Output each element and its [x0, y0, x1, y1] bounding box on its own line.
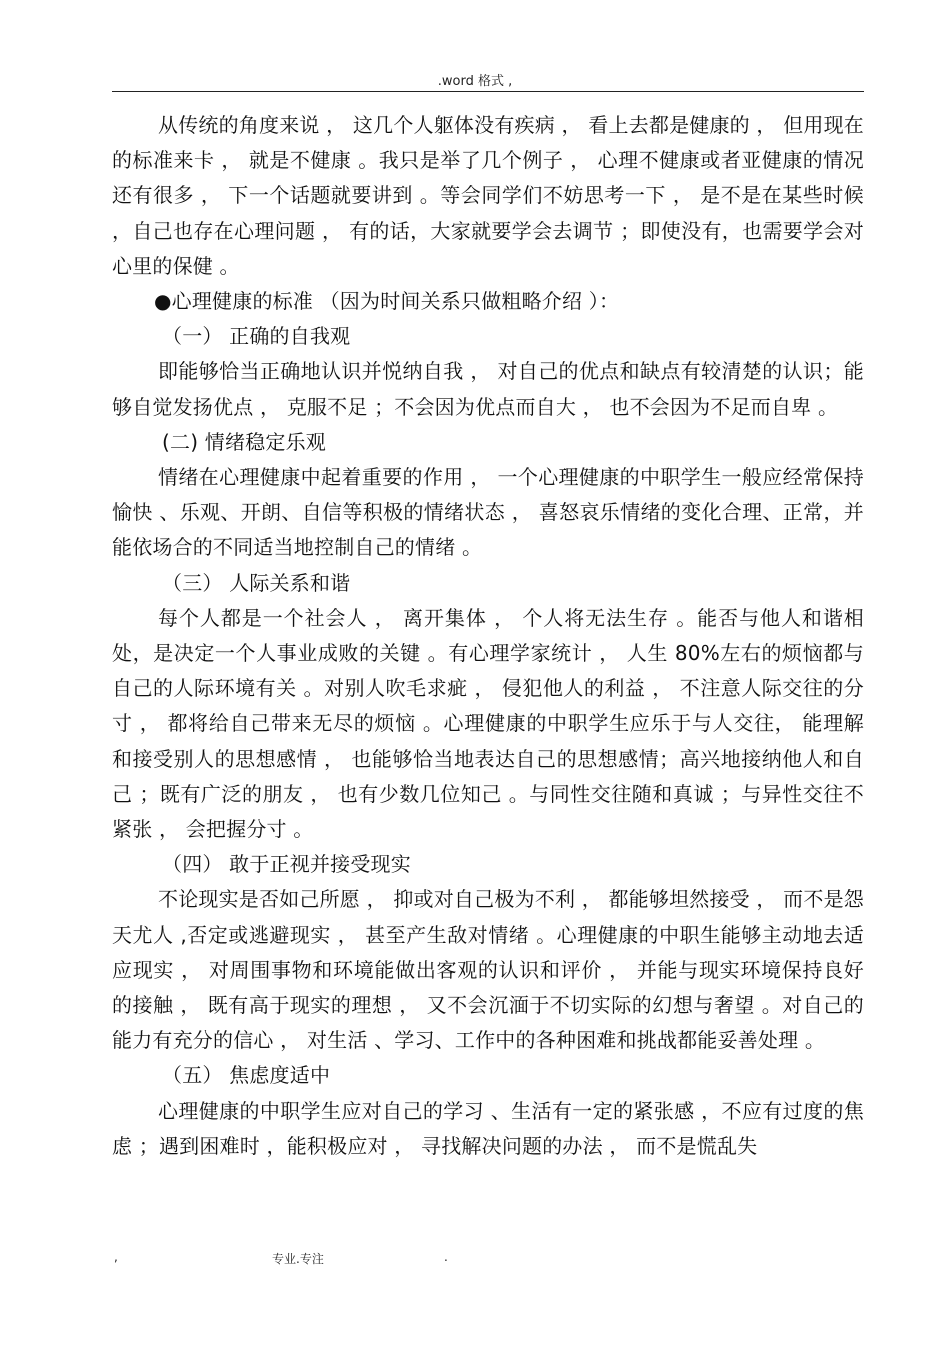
- subheading-emotion: (二) 情绪稳定乐观: [162, 429, 326, 454]
- document-body: [112, 108, 864, 1164]
- subheading-relationships: （三） 人际关系和谐: [162, 570, 351, 595]
- paragraph-self-view: 即能够恰当正确地认识并悦纳自我 ， 对自己的优点和缺点有较清楚的认识；能够自觉发扬优点 ， 克服不足 ；不会因为优点而自大 ， 也不会因为不足而自卑 。: [112, 359, 864, 419]
- page-footer: [0, 1250, 950, 1270]
- paragraph-relationships: 每个人都是一个社会人 ， 离开集体 ， 个人将无法生存 。能否与他人和谐相处，是决定一个人事业成败的关键 。有心理学家统计 ， 人生 80%左右的烦恼都与自己的人际环境有关 。对别人吹毛求疵 ， 侵犯他人的利益 ， 不注意人际交往的分寸 ， 都将给自己带来无尽的烦恼 。心理健康的中职学生应乐于与人交往， 能理解和接受别人的思想感情 ， 也能够恰当地表达自己的思想感情；高兴地接纳他人和自己 ；既有广泛的朋友 ， 也有少数几位知己 。与同性交往随和真诚 ；与异性交往不紧张 ， 会把握分寸 。: [112, 605, 864, 842]
- paragraph-intro: 从传统的角度来说 ， 这几个人躯体没有疾病 ， 看上去都是健康的 ， 但用现在的标准来卡 ， 就是不健康 。我只是举了几个例子 ， 心理不健康或者亚健康的情况还有很多 ， 下一个话题就要讲到 。等会同学们不妨思考一下 ， 是不是在某些时候 ，自己也存在心理问题 ， 有的话，大家就要学会去调节 ；即使没有，也需要学会对心里的保健 。: [112, 113, 864, 278]
- subheading-anxiety: （五） 焦虑度适中: [162, 1063, 331, 1088]
- subheading-reality: （四） 敢于正视并接受现实: [162, 852, 411, 877]
- footer-left-mark: ,: [114, 1250, 118, 1264]
- subheading-self-view: （一） 正确的自我观: [162, 324, 351, 349]
- paragraph-reality: 不论现实是否如己所愿 ， 抑或对自己极为不利 ， 都能够坦然接受 ， 而不是怨天尤人 ,否定或逃避现实 ， 甚至产生敌对情绪 。心理健康的中职生能够主动地去适应现实 ， 对周围事物和环境能做出客观的认识和评价 ， 并能与现实环境保持良好的接触 ， 既有高于现实的理想 ， 又不会沉湎于不切实际的幻想与奢望 。对自己的能力有充分的信心 ， 对生活 、学习、工作中的各种困难和挑战都能妥善处理 。: [112, 887, 864, 1053]
- page-header: .word 格式 ,: [437, 74, 513, 89]
- footer-center-text: 专业.专注: [272, 1252, 324, 1266]
- footer-right-mark: .: [444, 1250, 448, 1264]
- paragraph-emotion: 情绪在心理健康中起着重要的作用 ， 一个心理健康的中职学生一般应经常保持愉快 、乐观、开朗、自信等积极的情绪状态 ， 喜怒哀乐情绪的变化合理、正常，并能依场合的不同适当地控制自己的情绪 。: [112, 465, 864, 560]
- header-divider: [112, 91, 864, 92]
- paragraph-anxiety: 心理健康的中职学生应对自己的学习 、生活有一定的紧张感 ，不应有过度的焦虑 ；遇到困难时 ，能积极应对 ， 寻找解决问题的办法 ， 而不是慌乱失: [112, 1098, 864, 1158]
- section-title-standards: ●心理健康的标准 （因为时间关系只做粗略介绍 ）：: [154, 289, 620, 314]
